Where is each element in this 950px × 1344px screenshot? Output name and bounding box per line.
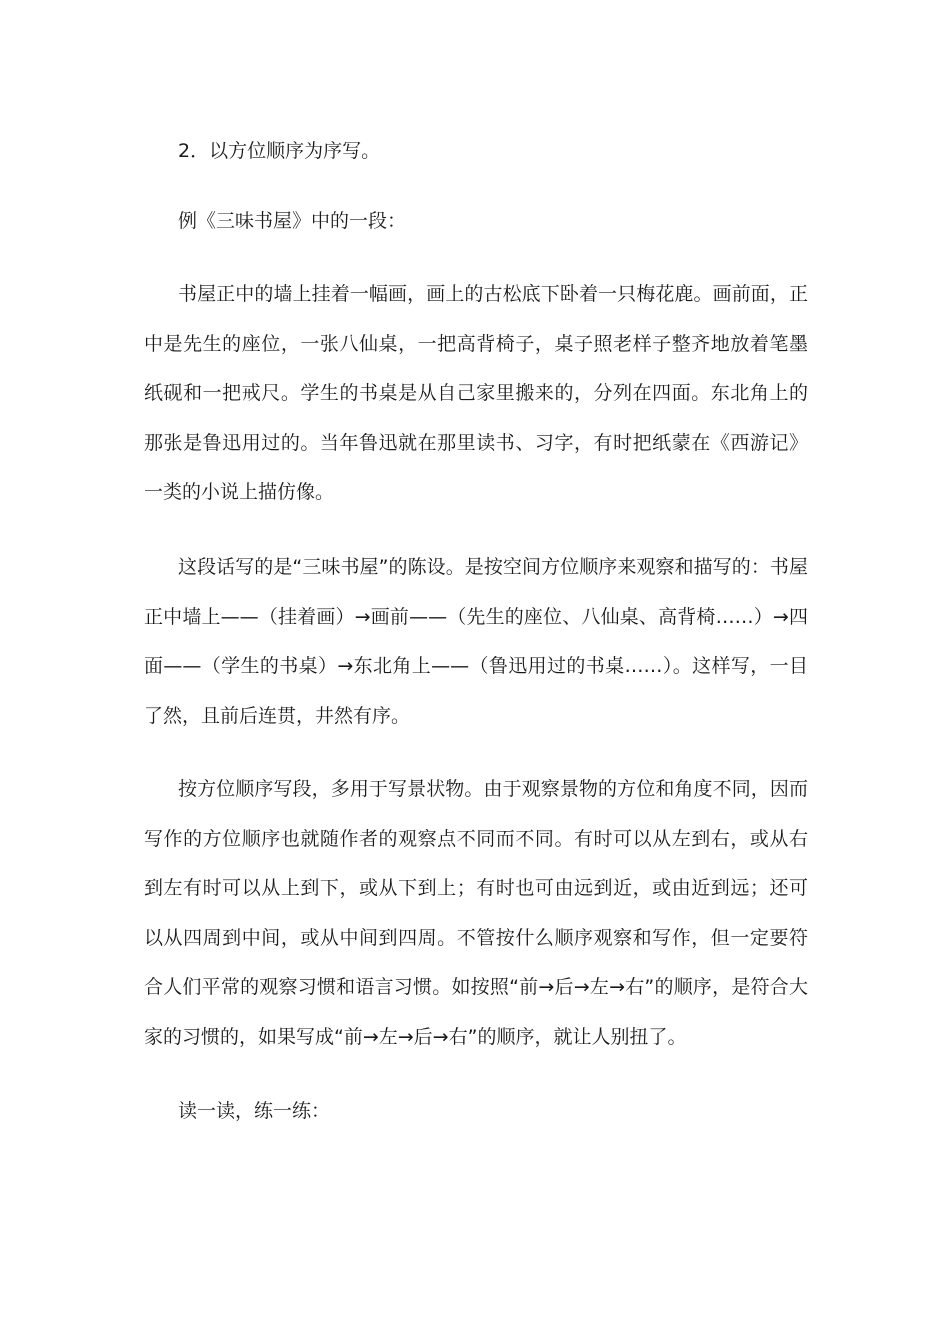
- section-heading: 2．以方位顺序为序写。: [178, 140, 381, 162]
- exercise-prompt: 读一读，练一练：: [178, 1100, 331, 1122]
- explanation-paragraph: 按方位顺序写段，多用于写景状物。由于观察景物的方位和角度不同，因而写作的方位顺序也就随作者的观察点不同而不同。有时可以从左到右，或从右到左有时可以从上到下，或从下到上；有时也可由远到近，或由近到远；还可以从四周到中间，或从中间到四周。不管按什么顺序观察和写作，但一定要符合人们平常的观察习惯和语言习惯。如按照“前→后→左→右”的顺序，是符合大家的习惯的，如果写成“前→左→后→右”的顺序，就让人别扭了。: [144, 778, 808, 1048]
- example-intro: 例《三味书屋》中的一段：: [178, 210, 407, 232]
- analysis-paragraph: 这段话写的是“三味书屋”的陈设。是按空间方位顺序来观察和描写的：书屋正中墙上——（挂着画）→画前——（先生的座位、八仙桌、高背椅……）→四面——（学生的书桌）→东北角上——（鲁迅用过的书桌……）。这样写，一目了然，且前后连贯，井然有序。: [144, 556, 808, 727]
- example-passage: 书屋正中的墙上挂着一幅画，画上的古松底下卧着一只梅花鹿。画前面，正中是先生的座位，一张八仙桌，一把高背椅子，桌子照老样子整齐地放着笔墨纸砚和一把戒尺。学生的书桌是从自己家里搬来的，分列在四面。东北角上的那张是鲁迅用过的。当年鲁迅就在那里读书、习字，有时把纸蒙在《西游记》一类的小说上描仿像。: [144, 283, 808, 503]
